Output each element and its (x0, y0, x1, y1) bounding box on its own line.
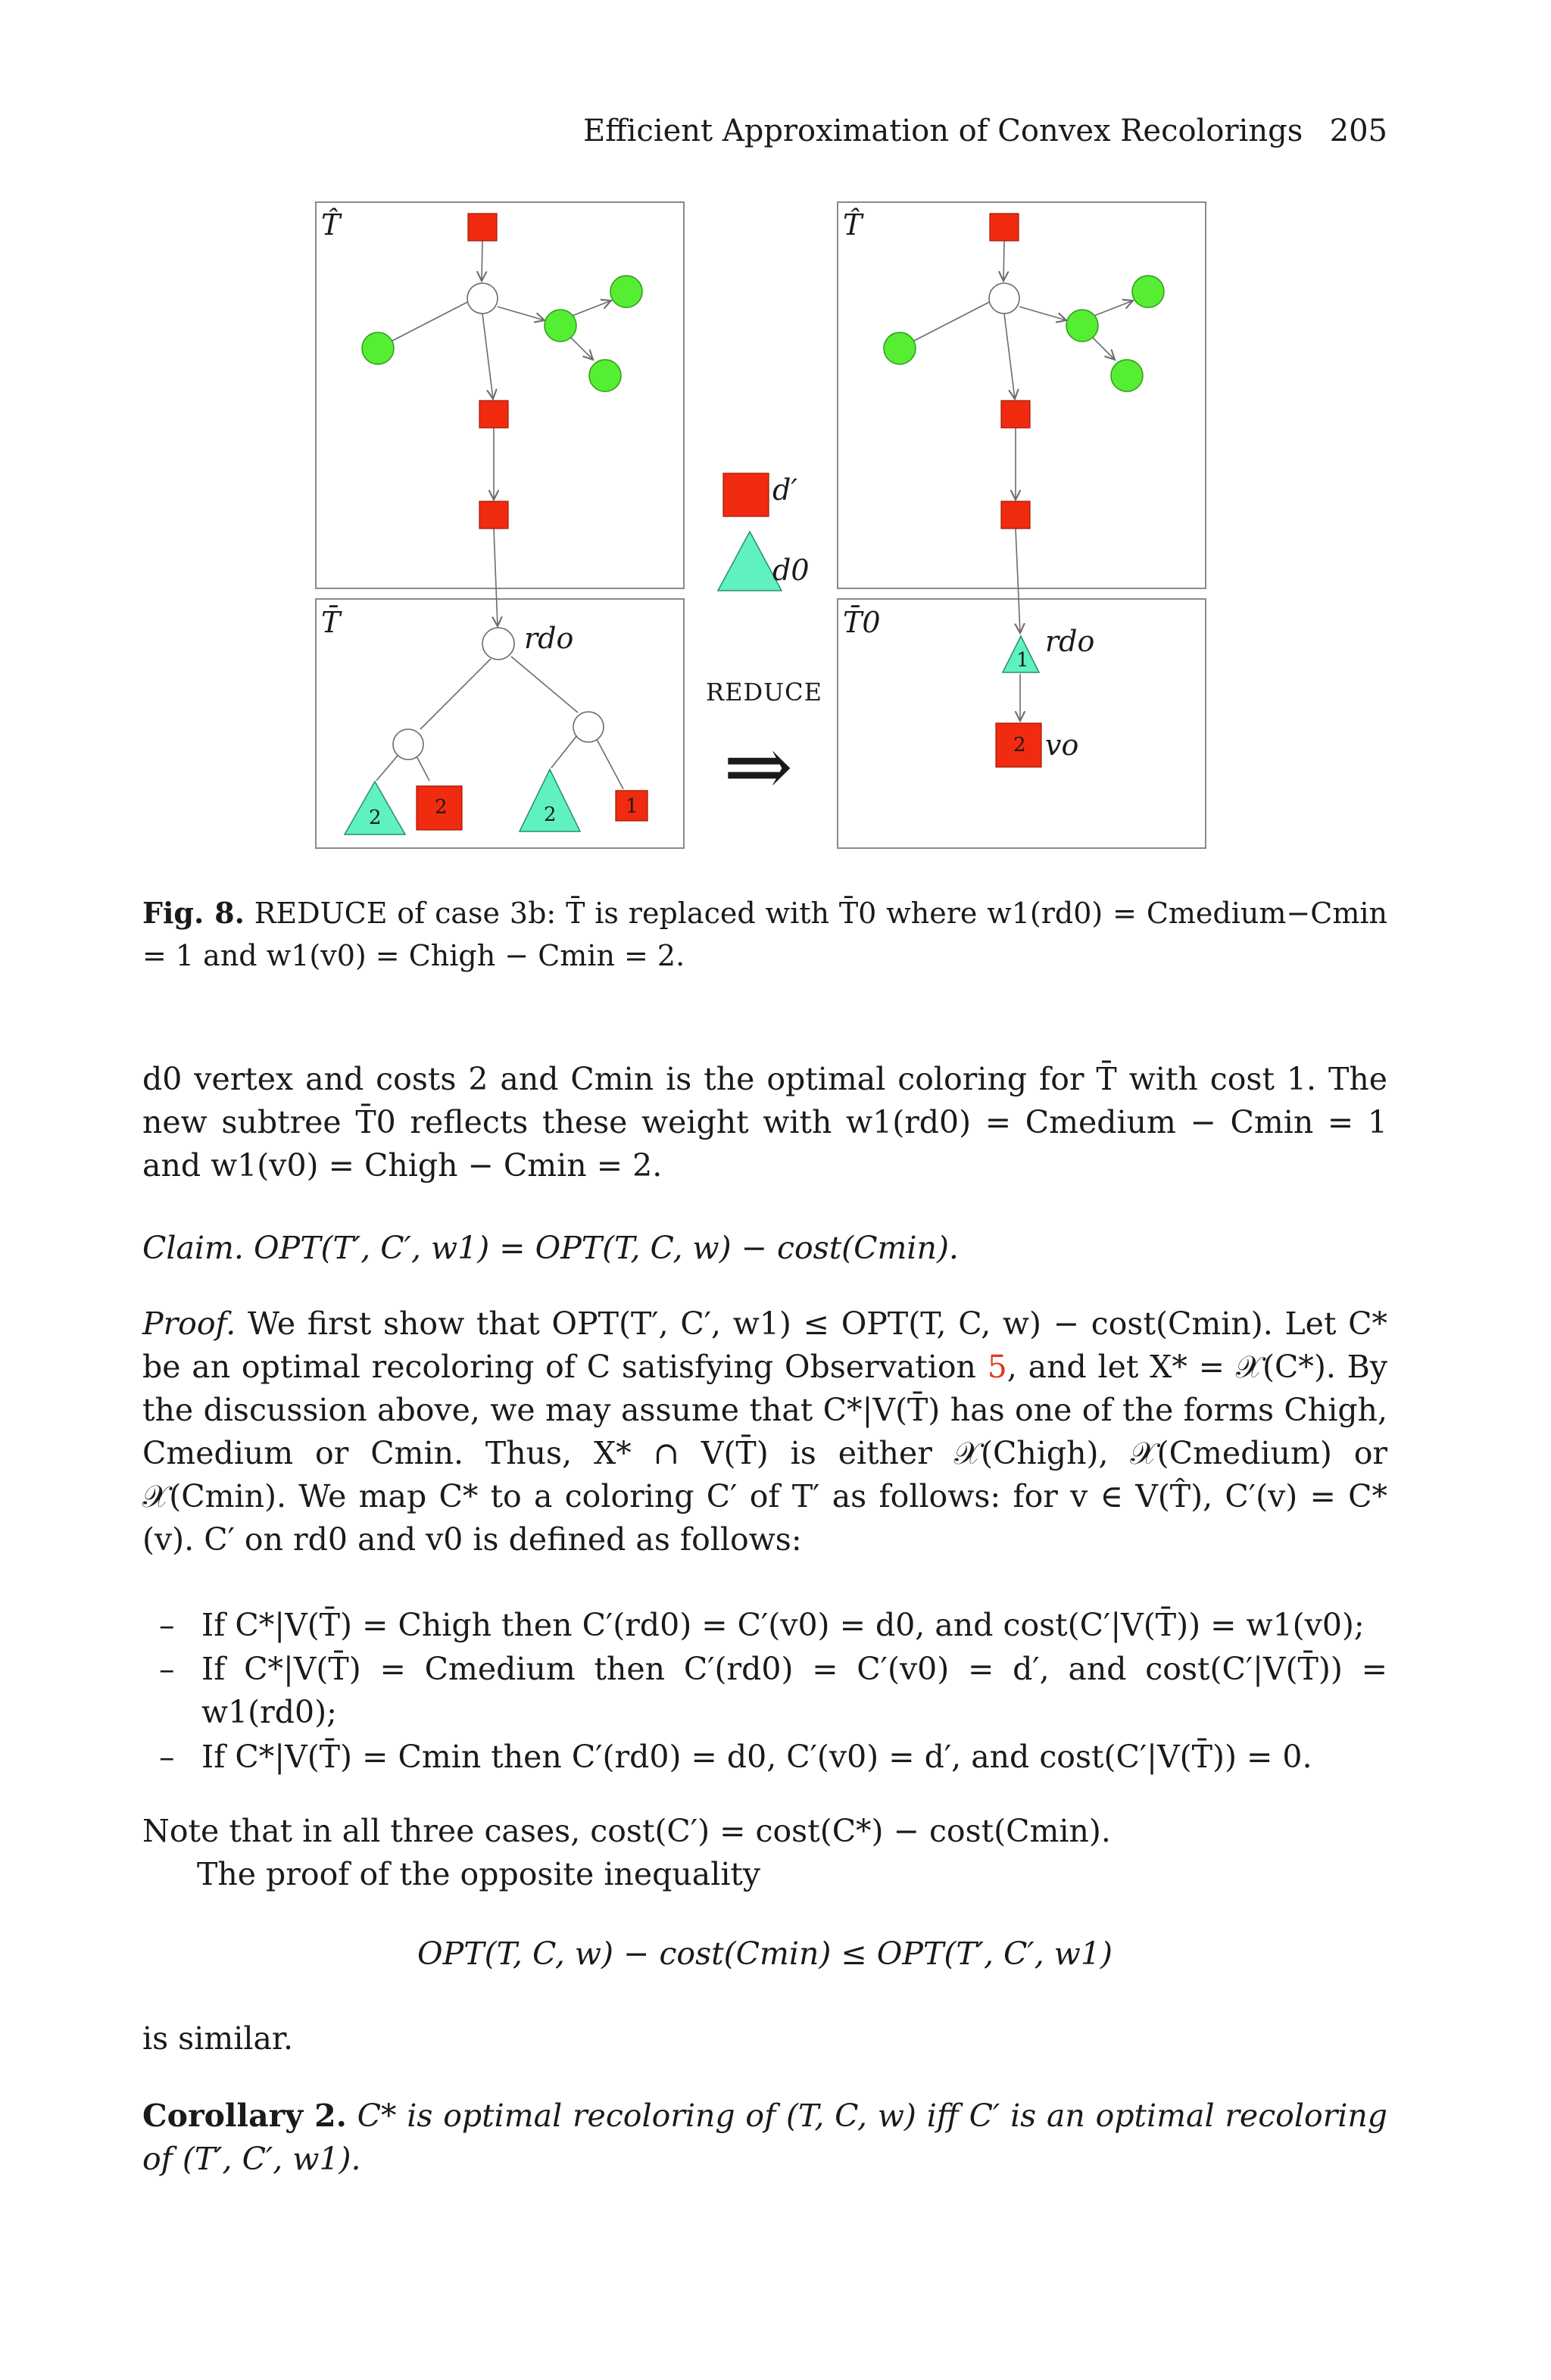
display-equation: OPT(T, C, w) − cost(Cmin) ≤ OPT(T′, C′, w1) (417, 1936, 1113, 1972)
running-title: Efficient Approximation of Convex Recolorings (583, 114, 1303, 148)
bullet-text: If C*|V(T̄) = Cmedium then C′(rd0) = C′(v0) = d′, and cost(C′|V(T̄)) = w1(rd0); (201, 1651, 1387, 1730)
right-hub-node (989, 283, 1019, 313)
corollary (142, 2095, 1387, 2181)
right-green-node (1111, 360, 1143, 391)
left-leaf-weight: 2 (544, 803, 557, 826)
figure-caption (142, 892, 1387, 977)
left-leaf-weight: 1 (626, 795, 638, 818)
right-top-box (838, 202, 1206, 588)
corollary-label: Corollary 2. (142, 2098, 347, 2134)
right-bottom-label: T̄0 (843, 606, 881, 639)
bullet-item (159, 1736, 1387, 1779)
legend-square-label: d′ (772, 473, 797, 507)
left-top-label: T̂ (321, 208, 341, 242)
left-internal-node (393, 729, 423, 760)
right-green-node (884, 332, 916, 364)
opposite-line: The proof of the opposite inequality (197, 1856, 761, 1892)
observation-link[interactable]: 5 (987, 1349, 1007, 1385)
right-v0-label: vo (1045, 728, 1079, 762)
bullet-text: If C*|V(T̄) = Cmin then C′(rd0) = d0, C′(v0) = d′, and cost(C′|V(T̄)) = 0. (201, 1739, 1312, 1775)
bullet-dash: – (159, 1651, 175, 1687)
paragraph-1: d0 vertex and costs 2 and Cmin is the optimal coloring for T̄ with cost 1. The new subtree T̄0 reflects these weight with w1(rd0) = Cmedium − Cmin = 1 and w1(v0) = Chigh − Cmin = 2. (142, 1061, 1387, 1184)
proof-text-1: We first show that OPT(T′, C′, w1) ≤ OPT(T, C, w) − cost(Cmin). Let C* be an optimal recoloring of C satisfying Observation (142, 1305, 1387, 1385)
left-top-box (316, 202, 684, 588)
bullet-item (159, 1648, 1387, 1734)
left-green-node (362, 332, 394, 364)
right-red-square (1001, 501, 1030, 529)
claim-text: OPT(T′, C′, w1) = OPT(T, C, w) − cost(Cmin). (254, 1230, 959, 1266)
right-root-label: rdo (1045, 625, 1095, 658)
legend-square-d-prime (723, 473, 769, 516)
corollary-text: C* is optimal recoloring of (T, C, w) iff C′ is an optimal recoloring of (T′, C′, w1). (142, 2098, 1387, 2177)
bullet-text: If C*|V(T̄) = Chigh then C′(rd0) = C′(v0) = d0, and cost(C′|V(T̄)) = w1(v0); (201, 1607, 1365, 1643)
left-green-node (610, 276, 642, 307)
left-red-square (479, 501, 508, 529)
proof-text-2: , and let X* = 𝒳(C*). By the discussion above, we may assume that C*|V(T̄) has one of the forms Chigh, Cmedium or Cmin. Thus, X* ∩ V(T̄) is either 𝒳(Chigh), 𝒳(Cmedium) or 𝒳(Cmin). We map C* to a coloring C′ of T′ as follows: for v ∈ V(T̂), C′(v) = C*(v). C′ on rd0 and v0 is defined as follows: (142, 1349, 1388, 1558)
similar-line: is similar. (142, 2020, 294, 2057)
left-red-square (479, 401, 508, 428)
left-hub-node (467, 283, 498, 313)
proof-label: Proof. (142, 1305, 236, 1342)
left-leaf-weight: 2 (435, 796, 448, 819)
claim-label: Claim. (142, 1230, 244, 1266)
left-leaf-weight: 2 (369, 806, 382, 829)
bullet-dash: – (159, 1607, 175, 1643)
note-line: Note that in all three cases, cost(C′) = cost(C*) − cost(Cmin). (142, 1813, 1111, 1849)
claim (142, 1227, 1387, 1270)
left-root-node (482, 628, 514, 660)
right-red-square (1001, 401, 1030, 428)
bullet-dash: – (159, 1739, 175, 1775)
caption-label: Fig. 8. (142, 896, 245, 930)
left-green-node (589, 360, 621, 391)
reduce-label: REDUCE (706, 678, 822, 707)
page-number: 205 (1329, 114, 1387, 148)
left-bottom-label: T̄ (321, 606, 341, 639)
reduce-arrow: ⇒ (723, 718, 794, 815)
left-internal-node (573, 712, 604, 742)
right-v0-weight: 2 (1013, 734, 1026, 756)
figure-8 (303, 189, 1219, 856)
right-green-node (1132, 276, 1164, 307)
right-root-weight: 1 (1016, 649, 1029, 672)
right-top-red-square (990, 214, 1019, 241)
legend-triangle-label: d0 (772, 554, 810, 587)
right-top-label: T̂ (843, 208, 863, 242)
bullet-item (159, 1604, 1387, 1647)
right-green-node (1066, 310, 1098, 342)
left-root-label: rdo (524, 622, 574, 655)
left-green-node (545, 310, 576, 342)
left-top-red-square (468, 214, 497, 241)
caption-text: REDUCE of case 3b: T̄ is replaced with T̄0 where w1(rd0) = Cmedium−Cmin = 1 and w1(v0) = Chigh − Cmin = 2. (142, 897, 1387, 972)
proof-paragraph (142, 1302, 1387, 1561)
